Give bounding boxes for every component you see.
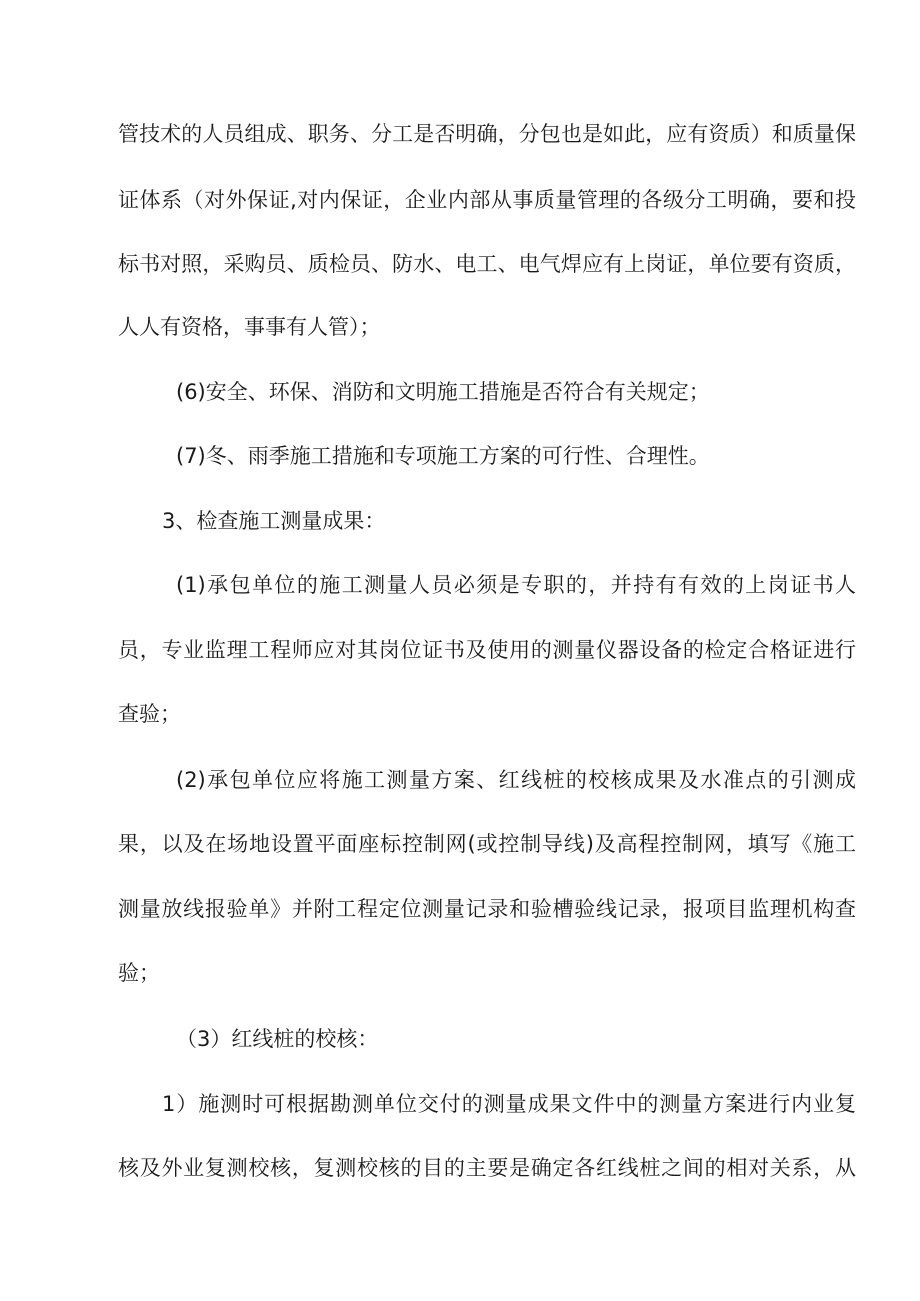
text-line-14: 验； xyxy=(118,961,160,985)
text-line-1: 管技术的人员组成、职务、分工是否明确，分包也是如此，应有资质）和质量保 xyxy=(118,122,856,146)
text-line-8: (1)承包单位的施工测量人员必须是专职的，并持有有效的上岗证书人 xyxy=(176,573,856,597)
text-line-2: 证体系（对外保证,对内保证，企业内部从事质量管理的各级分工明确，要和投 xyxy=(118,188,856,212)
subsection-heading-3: （3）红线桩的校核： xyxy=(176,1027,379,1051)
text-line-10: 查验； xyxy=(118,702,181,726)
text-line-11: (2)承包单位应将施工测量方案、红线桩的校核成果及水准点的引测成 xyxy=(176,768,856,792)
text-line-5: (6)安全、环保、消防和文明施工措施是否符合有关规定； xyxy=(176,380,710,404)
text-line-9: 员，专业监理工程师应对其岗位证书及使用的测量仪器设备的检定合格证进行 xyxy=(118,638,856,662)
text-line-13: 测量放线报验单》并附工程定位测量记录和验槽验线记录，报项目监理机构查 xyxy=(118,897,856,921)
text-line-17: 核及外业复测校核，复测校核的目的主要是确定各红线桩之间的相对关系，从 xyxy=(118,1156,856,1180)
text-line-4: 人人有资格，事事有人管）； xyxy=(118,315,381,339)
text-line-16: 1）施测时可根据勘测单位交付的测量成果文件中的测量方案进行内业复 xyxy=(162,1092,856,1116)
text-line-3: 标书对照，采购员、质检员、防水、电工、电气焊应有上岗证，单位要有资质， xyxy=(118,252,856,276)
text-line-6: (7)冬、雨季施工措施和专项施工方案的可行性、合理性。 xyxy=(176,444,710,468)
text-line-12: 果，以及在场地设置平面座标控制网(或控制导线)及高程控制网，填写《施工 xyxy=(118,832,856,856)
section-heading-3: 3、检查施工测量成果： xyxy=(162,509,386,533)
